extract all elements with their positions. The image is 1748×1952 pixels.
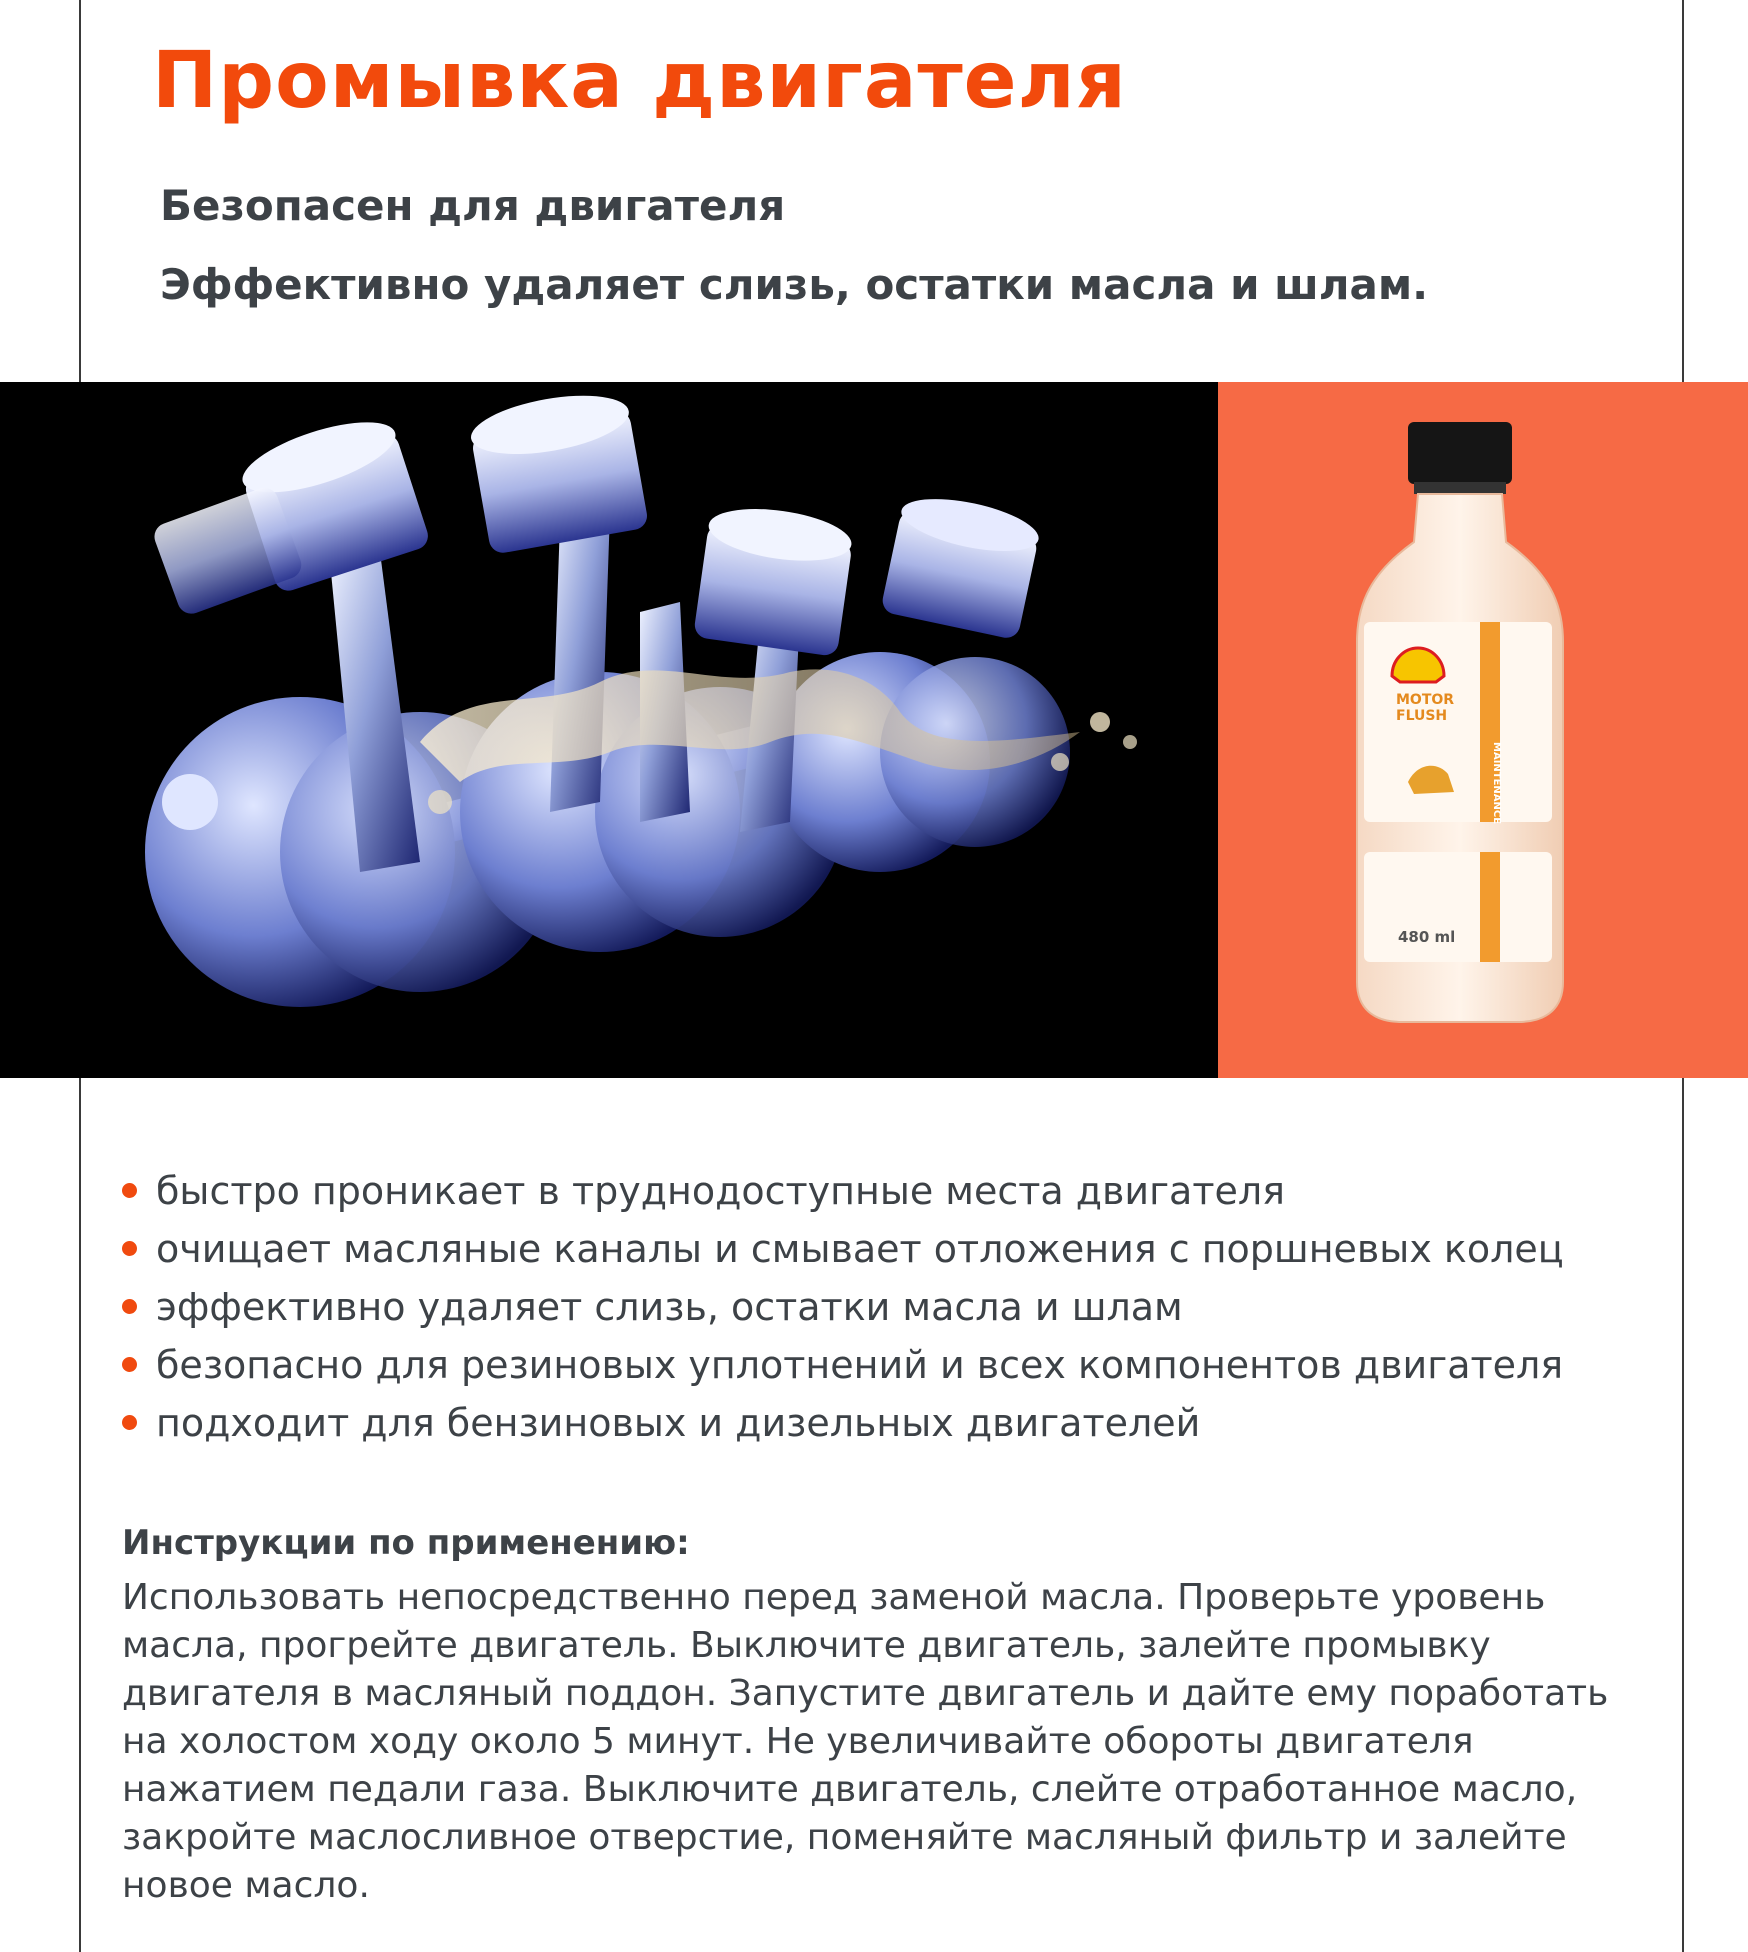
motor-flush-bottle-image [1218, 382, 1748, 1078]
instructions-line: нажатием педали газа. Выключите двигатель, слейте отработанное масло, [122, 1769, 1578, 1810]
instructions-text [122, 1574, 1608, 1910]
instructions-line: Использовать непосредственно перед заменой масла. Проверьте уровень [122, 1577, 1546, 1618]
instructions-line: новое масло. [122, 1865, 370, 1906]
engine-image-panel [0, 382, 1218, 1078]
page-title: Промывка двигателя [152, 36, 1127, 126]
instructions-line: масла, прогрейте двигатель. Выключите двигатель, залейте промывку [122, 1625, 1491, 1666]
bullet-icon [122, 1299, 137, 1314]
subtitle-line-1: Безопасен для двигателя [160, 181, 786, 230]
bullet-icon [122, 1357, 137, 1372]
instructions-line: двигателя в масляный поддон. Запустите двигатель и дайте ему поработать [122, 1673, 1609, 1714]
bullet-icon [122, 1415, 137, 1430]
bottle-side-label: MAINTENANCE [1491, 742, 1502, 825]
engine-pistons-illustration [0, 382, 1218, 1078]
product-image-panel [1218, 382, 1748, 1078]
bottle-product-name-line1: MOTOR [1396, 692, 1455, 708]
instructions-line: на холостом ходу около 5 минут. Не увеличивайте обороты двигателя [122, 1721, 1474, 1762]
instructions-heading: Инструкции по применению: [122, 1523, 690, 1563]
subtitle-line-2: Эффективно удаляет слизь, остатки масла и шлам. [160, 260, 1429, 309]
bottle-product-name-line2: FLUSH [1396, 708, 1448, 724]
bullet-icon [122, 1241, 137, 1256]
instructions-line: закройте маслосливное отверстие, поменяйте масляный фильтр и залейте [122, 1817, 1567, 1858]
bullet-icon [122, 1183, 137, 1198]
bottle-volume: 480 ml [1398, 928, 1456, 946]
product-banner [0, 382, 1748, 1078]
